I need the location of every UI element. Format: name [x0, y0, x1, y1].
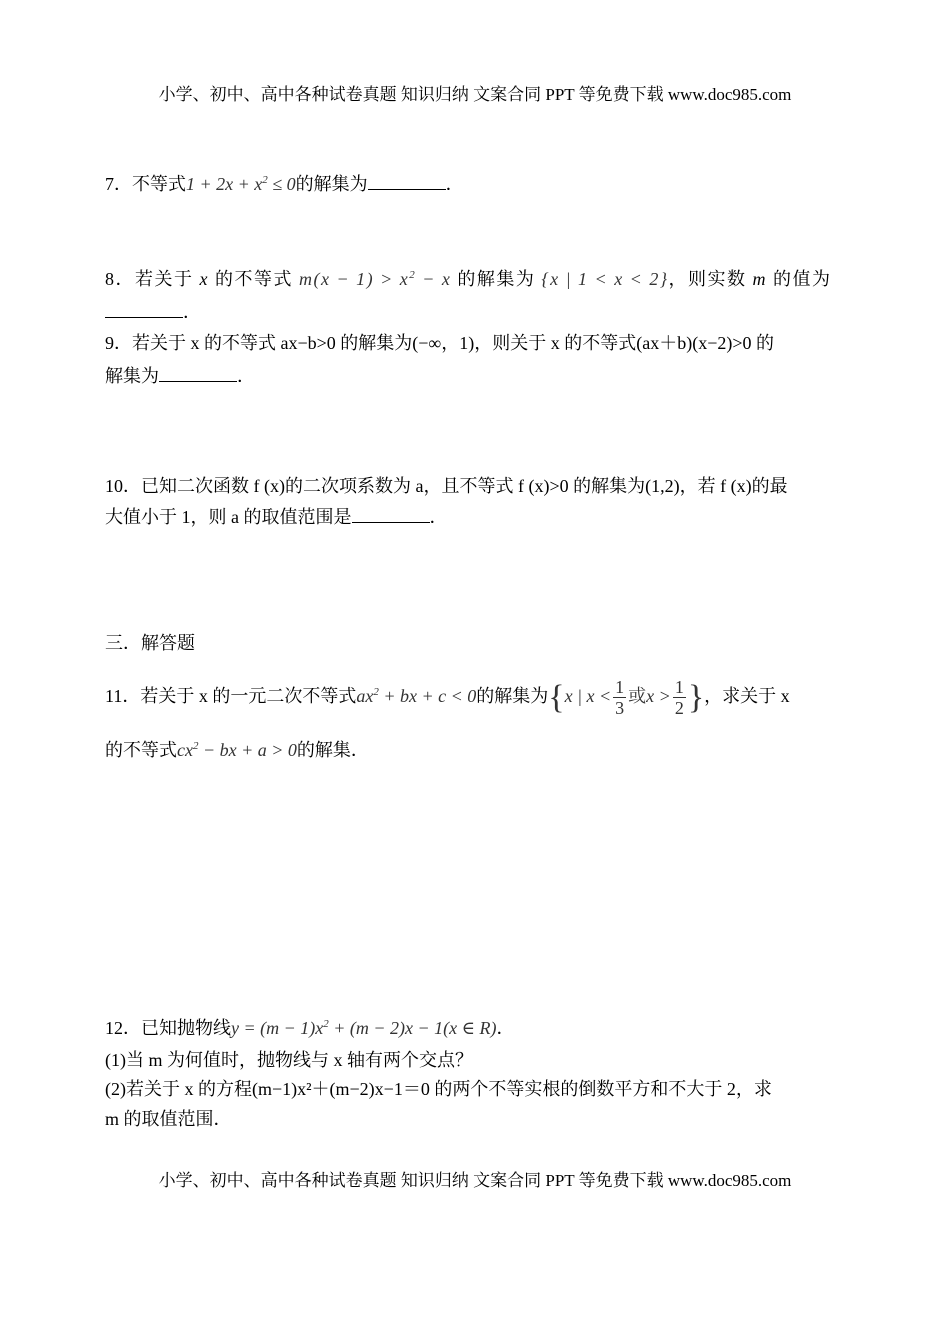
- question-12-line-1: [105, 1012, 514, 1040]
- q11-expression: $ax^2$ + bx + c < 0: [356, 686, 477, 706]
- period: ．: [237, 366, 255, 386]
- q11-text-5: 的解集．: [296, 740, 369, 760]
- answer-blank: [352, 506, 430, 523]
- question-10-line-2: [105, 505, 448, 529]
- question-8: [105, 263, 832, 291]
- q9-text: 解集为: [105, 366, 159, 386]
- q8-expression: $m(x - 1) > x^2 - x$: [299, 269, 452, 289]
- q8-text-2: 的不等式: [215, 269, 293, 289]
- q11-text-2: 的解集为: [476, 686, 549, 706]
- q7-expression: $1 + 2x + x^2 \le 0$: [186, 174, 296, 194]
- page-header: 小学、初中、高中各种试卷真题 知识归纳 文案合同 PPT 等免费下载 www.doc985.com: [158, 85, 792, 104]
- q11-solution-set: {x | x < $\frac{1}{3}$ 或x > $\frac{1}{2}$ }: [548, 677, 705, 719]
- q10-text: 大值小于 1，则 a 的取值范围是: [105, 507, 352, 527]
- q11-expression-2: $cx^2$ − bx + a > 0: [177, 740, 297, 760]
- answer-blank: [368, 173, 446, 190]
- var-m: m: [752, 269, 768, 289]
- period: ．: [183, 302, 201, 322]
- q12-expression: $y = (m - 1)x^2 + (m - 2)x - 1(x$ ∈ R): [231, 1018, 497, 1038]
- q8-text-3: 的解集为: [457, 269, 536, 289]
- var-x: x: [199, 269, 209, 289]
- section-heading: 三．解答题: [105, 633, 195, 653]
- question-7: [105, 168, 464, 196]
- question-11-line-1: [105, 666, 790, 718]
- q8-solution-set: {x | 1 < x < 2}: [541, 269, 669, 289]
- q12-text: 12．已知抛物线: [105, 1018, 231, 1038]
- question-12-part-2-line-2: m 的取值范围．: [105, 1109, 232, 1129]
- q11-text: 11．若关于 x 的一元二次不等式: [105, 686, 357, 706]
- answer-blank: [105, 301, 183, 318]
- question-12-part-1: (1)当 m 为何值时，抛物线与 x 轴有两个交点？: [105, 1050, 473, 1070]
- question-11-line-2: [105, 734, 369, 762]
- q12-text-2: ．: [496, 1018, 515, 1038]
- q8-text-5: 的值为: [773, 269, 832, 289]
- question-9-line-2: [105, 364, 255, 388]
- question-10-line-1: 10．已知二次函数 f (x)的二次项系数为 a，且不等式 f (x)>0 的解集为(1,2)，若 f (x)的最: [105, 476, 788, 496]
- question-9-line-1: 9．若关于 x 的不等式 ax−b>0 的解集为(−∞，1)，则关于 x 的不等式(ax＋b)(x−2)>0 的: [105, 333, 775, 353]
- q7-suffix: 的解集为: [295, 174, 368, 194]
- q11-text-3: ，求关于 x: [704, 686, 790, 706]
- page-footer: 小学、初中、高中各种试卷真题 知识归纳 文案合同 PPT 等免费下载 www.doc985.com: [158, 1171, 792, 1190]
- period: ．: [445, 174, 464, 194]
- question-12-part-2-line-1: (2)若关于 x 的方程(m−1)x²＋(m−2)x−1＝0 的两个不等实根的倒数平方和不大于 2，求: [105, 1079, 772, 1099]
- answer-blank: [159, 365, 237, 382]
- q11-text-4: 的不等式: [105, 740, 177, 760]
- q7-text: 7．不等式: [105, 174, 186, 194]
- period: ．: [429, 507, 448, 527]
- q8-text: 8．若关于: [105, 269, 194, 289]
- q8-text-4: ，则实数: [668, 269, 747, 289]
- question-8-blank: [105, 300, 201, 324]
